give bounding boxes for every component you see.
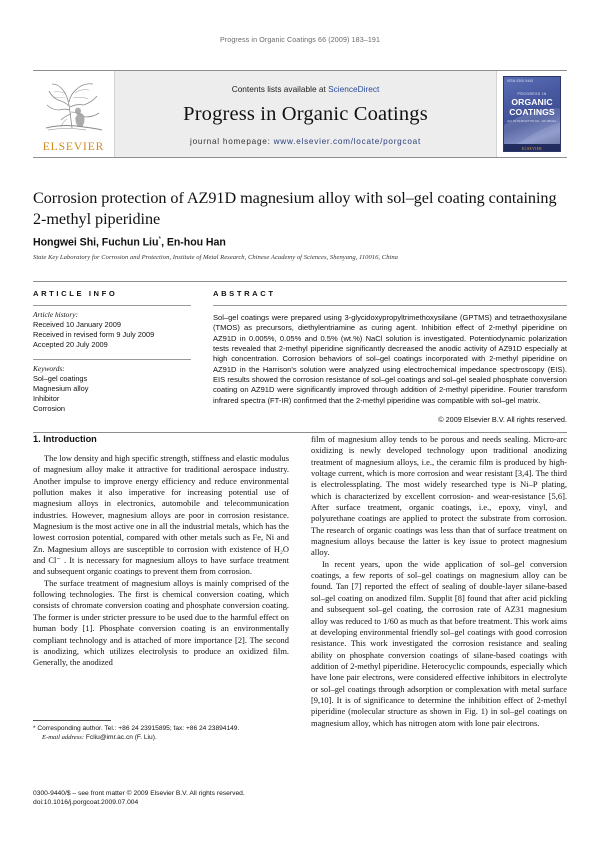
paragraph: film of magnesium alloy tends to be porous and needs sealing. Micro-arc oxidizing is newly developed technology upon traditional anodizing treatment of magnesium alloys, i.e., the ceramic film is produced by high-voltage current, which is more corrosion and wear resistant [3,4]. The third is electrolessplating. The most widely researched type is Ni–P plating, which is characterized by excellent corrosion- and wear-resistance [5,6]. After surface treatment, organic coatings, i.e., epoxy, vinyl, and polyurethane coatings are applied to protect the substrate from corrosion. The research of organic coatings was less than that of surface treatment on magnesium alloys because the latter is key issue to protect magnesium alloy.: [311, 434, 567, 558]
abstract-copyright: © 2009 Elsevier B.V. All rights reserved.: [438, 415, 567, 425]
running-head: Progress in Organic Coatings 66 (2009) 183–191: [219, 36, 381, 44]
cover-subtitle: AN INTERNATIONAL JOURNAL: [507, 119, 557, 123]
contents-available-line: [232, 84, 380, 94]
keywords-label: Keywords:: [33, 364, 65, 373]
article-history-label: Article history:: [33, 310, 78, 319]
divider: [213, 305, 567, 306]
keyword-item: Sol–gel coatings: [33, 374, 88, 383]
divider: [33, 305, 191, 306]
history-item: Received in revised form 9 July 2009: [33, 330, 155, 339]
email-note: [33, 734, 289, 743]
imprint-line-2[interactable]: doi:10.1016/j.porgcoat.2009.07.004: [33, 799, 139, 807]
abstract-column: [201, 282, 567, 432]
cover-title-line1: ORGANIC: [511, 97, 553, 107]
paragraph: The surface treatment of magnesium alloys is mainly comprised of the following technologies. The first is chemical conversion coating, which consists of chromate conversion coating and phosphate conversion coating. The former is under stricter pressure to be used due to the harmful effect on human body [1]. Phosphate conversion coating is an environmentally compliant technology and is attached of more importance [2]. The second is anodizing, which utilizes electrolysis to produce an oxidized film. Generally, the anodized: [33, 577, 289, 668]
article-info-abstract-band: [33, 281, 567, 433]
journal-cover-thumbnail: [496, 71, 567, 157]
corresponding-author-note: [33, 725, 289, 734]
footnote-marker: *: [33, 725, 36, 732]
affiliation: State Key Laboratory for Corrosion and Protection, Institute of Metal Research, Chinese Academy of Sciences, Shenyang, 110016, China: [33, 254, 398, 261]
body-column-right: [311, 434, 567, 728]
abstract-text: Sol–gel coatings were prepared using 3-glycidoxypropyltrimethoxysilane (GPTMS) and tetraethoxysilane (TMOS) as precursors, diethylentriamine as curing agent. Inhibition effect of 2-methyl piperidine on AZ91D in 0.005%, 0.05% and 0.5% (wt.%) NaCl solution is investigated. Potentiodynamic polarization tests revealed that 2-methyl piperidine significantly decreased the anodic activity of AZ91D especially at high concentration. Corrosion behaviors of sol–gel coatings incorporated with 2-methyl piperidine on AZ91D in the Harrison's solution were analyzed using electrochemical impedance spectroscopy (EIS). EIS results showed the corrosion resistance of sol–gel coatings and sol–gel sealed phosphate conversion coating on AZ91D were significantly improved through addition of 2-methyl piperidine. Fourier transform infrared spectra (FT-IR) confirmed that the 2-methyl piperidine was compatible with sol–gel matrix.: [213, 313, 567, 405]
keyword-item: Corrosion: [33, 404, 66, 413]
body-column-left: [33, 434, 289, 714]
keyword-item: Magnesium alloy: [33, 384, 89, 393]
history-item: Received 10 January 2009: [33, 320, 121, 329]
homepage-label: journal homepage:: [190, 136, 271, 146]
imprint-line-1: 0300-9440/$ – see front matter © 2009 Elsevier B.V. All rights reserved.: [33, 790, 245, 797]
elsevier-tree-icon: [42, 76, 106, 134]
authors-text-rest: , En-hou Han: [161, 236, 226, 249]
author-list: [33, 236, 567, 249]
body-columns: [33, 434, 567, 728]
journal-masthead: [33, 70, 567, 158]
article-info-column: [33, 282, 201, 432]
elsevier-logo: [33, 71, 115, 157]
cover-image: [503, 76, 561, 152]
cover-publisher: ELSEVIER: [521, 146, 543, 151]
authors-text: Hongwei Shi, Fuchun Liu: [33, 236, 159, 249]
footnote-rule: [33, 720, 111, 721]
masthead-center: [115, 71, 496, 157]
cover-issn: ISSN 0300-9440: [507, 79, 534, 83]
footnote-block: [33, 720, 289, 742]
email-address[interactable]: Fcliu@imr.ac.cn (F. Liu).: [85, 733, 157, 741]
homepage-url[interactable]: www.elsevier.com/locate/porgcoat: [273, 136, 421, 146]
history-item: Accepted 20 July 2009: [33, 340, 108, 349]
corresponding-author-marker: *: [158, 236, 162, 243]
imprint-block: [33, 789, 333, 807]
email-label: E-mail address:: [42, 733, 85, 741]
cover-title-line2: COATINGS: [509, 106, 555, 117]
elsevier-wordmark: ELSEVIER: [42, 141, 105, 153]
abstract-heading: ABSTRACT: [213, 289, 276, 298]
journal-title: Progress in Organic Coatings: [183, 102, 428, 125]
keyword-item: Inhibitor: [33, 394, 60, 403]
corresponding-author-text: Corresponding author. Tel.: +86 24 23915895; fax: +86 24 23894149.: [37, 725, 240, 732]
article-info-heading: ARTICLE INFO: [33, 289, 118, 298]
sciencedirect-link[interactable]: ScienceDirect: [328, 83, 380, 94]
article-title: Corrosion protection of AZ91D magnesium alloy with sol–gel coating containing 2-methyl piperidine: [33, 189, 557, 228]
paragraph: The low density and high specific strength, stiffness and elastic modulus of magnesium alloy make it attractive for traditional aerospace industry. Another impulse to improve energy efficiency and reduce environmental pollution makes it also imperative for increasing potential use of magnesium alloys in electronics, automobile and telecommunication industries. However, magnesium alloys are poor in corrosion resistance. Magnesium is the most active one in all the industrial metals, which has the lowest corrosion potential, compared with other metals such as Fe, Ni and Zn. Magnesium alloys are susceptible to corrosion with existence of H₂O and Cl⁻ . It is necessary for magnesium alloys to have surface treatment and subsequent organic coatings to prevent them from corrosion.: [33, 453, 289, 577]
divider: [33, 359, 191, 360]
contents-prefix: Contents lists available at: [231, 83, 329, 94]
section-heading-introduction: 1. Introduction: [33, 434, 97, 444]
journal-homepage-line: [190, 137, 421, 146]
cover-kicker: PROGRESS IN: [517, 92, 547, 96]
cover-title: [504, 98, 560, 117]
paragraph: In recent years, upon the wide application of sol–gel conversion coatings, a few reports of sol–gel coatings on magnesium alloy can be found. Tan [7] reported the effect of sealing of double-layer silane-based sol–gel coating on anodized film. Supplit [8] found that after acid pickling and subsequent sol–gel coating, the corrosion rate of AZ31 magnesium alloy was reduced to 1/60 as much as that before treatment. This work aims at developing environmental friendly sol–gel coatings with good corrosion resistance. This work investigated the corrosion resistance and sealing ability on phosphate conversion coatings of silane-based coatings with addition of 2-methyl piperidine. Heterocyclic compounds, especially which have lone pair electrons, were considered effective inhibitors in electrolyte or sol–gel coatings through adsorption or complexation with metal surface [9,10]. It is of significance to determine the inhibition effect of 2-methyl piperidine (molecular structure as shown in Fig. 1) in sol–gel coatings on magnesium alloy, which has nitrogen atom with lone pair electrons.: [311, 558, 567, 728]
